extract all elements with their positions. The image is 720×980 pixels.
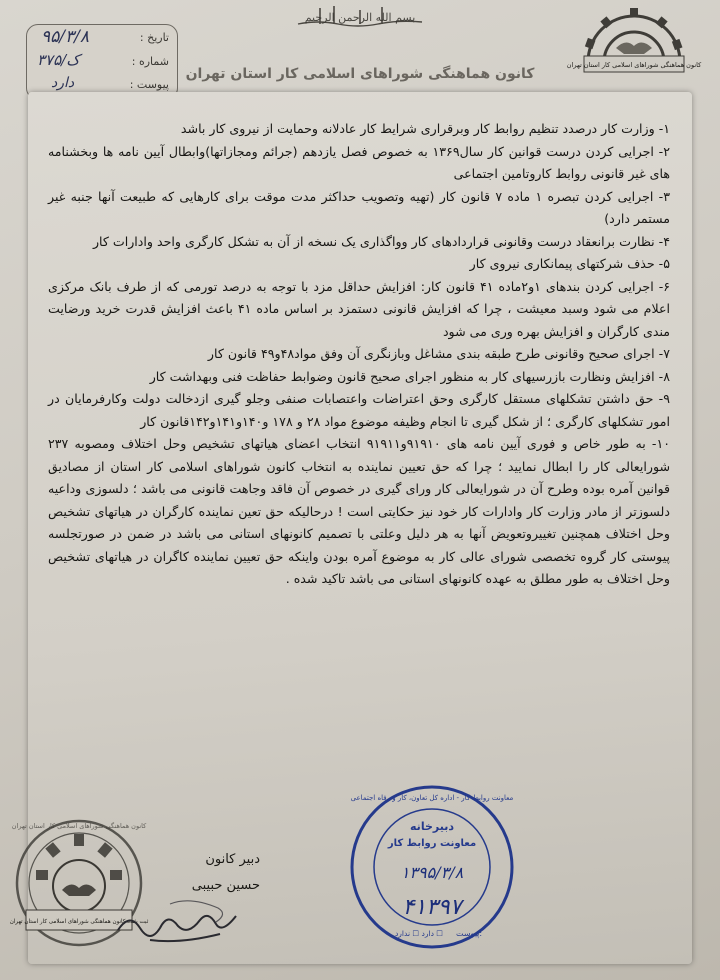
list-item: ۱۰- به طور خاص و فوری آیین نامه های ۹۱۹۱۰و۹۱۹۱۱ انتخاب اعضای هیاتهای تشخیص وحل اختلاف ومصوبه ۲۳۷ شورایعالی کار را ابطال نمایید ؛ چرا که حق تعیین نماینده به انتخاب کانون شوراهای اسلامی کار استان از مصادیق قوانین آمره بوده وطرح آن در شورایعالی کار ورای گیری در خصوص آن فاقد وجاهت قانونی می باشد ؛ دلسوزی وداعیه دلسوزتر از مادر وزارت کار وادارات کار خود نیز حکایتی است ! درحالیکه حق تعین نماینده کارگران در هیاتهای تشخیص وحل اختلاف همچنین تغییروتعویض آنها به هر دلیل وعلتی با تصمیم کانونهای استانی می باشد در ضمن در صورتجلسه پیوستی کار گروه تخصصی شورای عالی کار به موضوع آمره بودن واینکه حق تعیین نماینده کاگران در هیاتهای تشخیص وحل اختلاف به طور مطلق به عهده کانونهای استانی می باشد تاکید شده . [48, 436, 670, 586]
list-item: ۱- وزارت کار درصدد تنظیم روابط کار وبرقراری شرایط کار عادلانه وحمایت از نیروی کار باشد [180, 121, 670, 136]
right-stamp-attach-options: دارد ☐ ندارد ☐ [394, 929, 444, 938]
left-stamp-ring-text: کانون هماهنگی شوراهای اسلامی کار استان تهران [11, 822, 147, 830]
basmala-calligraphy [290, 2, 430, 34]
signer-name: حسین حبیبی [191, 878, 260, 893]
basmala-text: بسم الله الرحمن الرحیم [304, 11, 416, 24]
attachment-value: دارد [51, 75, 75, 91]
registration-stamp-icon [345, 780, 520, 955]
list-item: ۶- اجرایی کردن بندهای ۱و۲ماده ۴۱ قانون کار: افزایش حداقل مزد با توجه به درصد تورمی که از طرف بانک مرکزی اعلام می شود وسبد معیشت ، چرا که افزایش قانونی دستمزد بر اساس ماده ۴۱ باعث افزایش قدرت خرید ورضایت مندی کارگران و افزایش بهره وری می شود [48, 278, 671, 339]
list-item: ۹- حق داشتن تشکلهای مستقل کارگری وحق اعتراضات واعتصابات صنفی وجلو گیری ازدخالت دولت وکارفرمایان در امور تشکلهای کارگری ؛ از شکل گیری تا انجام وظیفه موضوع مواد ۲۸ و ۱۷۸ و۱۴۰و۱۴۱و۱۴۲قانون کار [48, 391, 670, 429]
right-stamp-ring-text: معاونت روابط کار - اداره کل تعاون، کار و رفاه اجتماعی [350, 794, 514, 802]
org-logo-icon [566, 4, 702, 74]
signature-block [130, 842, 300, 952]
attachment-label: پیوست : [129, 78, 169, 91]
right-stamp-date: ۱۳۹۵/۳/۸ [400, 863, 464, 882]
right-stamp-line1: دبیرخانه [410, 820, 454, 833]
list-item: ۳- اجرایی کردن تبصره ۱ ماده ۷ قانون کار (تهیه وتصویب حداکثر مدت موقت برای کارهایی که طبیعت آنها جنبه غیر مستمر دارد) [48, 188, 670, 226]
right-stamp-line2: معاونت روابط کار [387, 838, 477, 849]
list-item: ۵- حذف شرکتهای پیمانکاری نیروی کار [469, 256, 670, 271]
list-item: ۲- اجرایی کردن درست قوانین کار سال۱۳۶۹ به خصوص فصل یازدهم (جرائم ومجازاتها)وابطال آیین نامه ها وبخشنامه های غیر قانونی روابط کاروتامین اجتماعی [48, 143, 670, 181]
list-item: ۷- اجرای صحیح وقانونی طرح طبقه بندی مشاغل وبازنگری آن وفق مواد۴۸و۴۹ قانون کار [207, 346, 670, 361]
logo-caption: کانون هماهنگی شوراهای اسلامی کار استان تهران [566, 61, 702, 69]
date-number-box [26, 24, 178, 100]
handwritten-signature [110, 890, 260, 950]
list-item: ۴- نظارت برانعقاد درست وقانونی قراردادهای کار وواگذاری یک نسخه از آن به تشکل کارگری واحد وادارات کار [92, 233, 670, 249]
right-stamp-number: ۴۱۳۹۷ [402, 895, 462, 920]
letter-body [48, 118, 670, 591]
signer-title: دبیر کانون [205, 852, 260, 867]
number-value: ۳۷۵/ک [37, 51, 80, 69]
org-title: کانون هماهنگی شوراهای اسلامی کار استان تهران [185, 66, 535, 82]
left-stamp-caption: ثبت شده کانون هماهنگی شوراهای اسلامی کار استان تهران [9, 919, 149, 925]
list-item: ۸- افزایش ونظارت بازرسیهای کار به منظور اجرای صحیح قانون وضوابط حفاظت فنی وبهداشت کار [149, 368, 670, 384]
number-label: شماره : [131, 55, 169, 68]
date-label: تاریخ : [139, 31, 169, 44]
right-stamp-attach-label: پیوست: [455, 929, 483, 938]
date-value: ۹۵/۳/۸ [41, 27, 89, 47]
